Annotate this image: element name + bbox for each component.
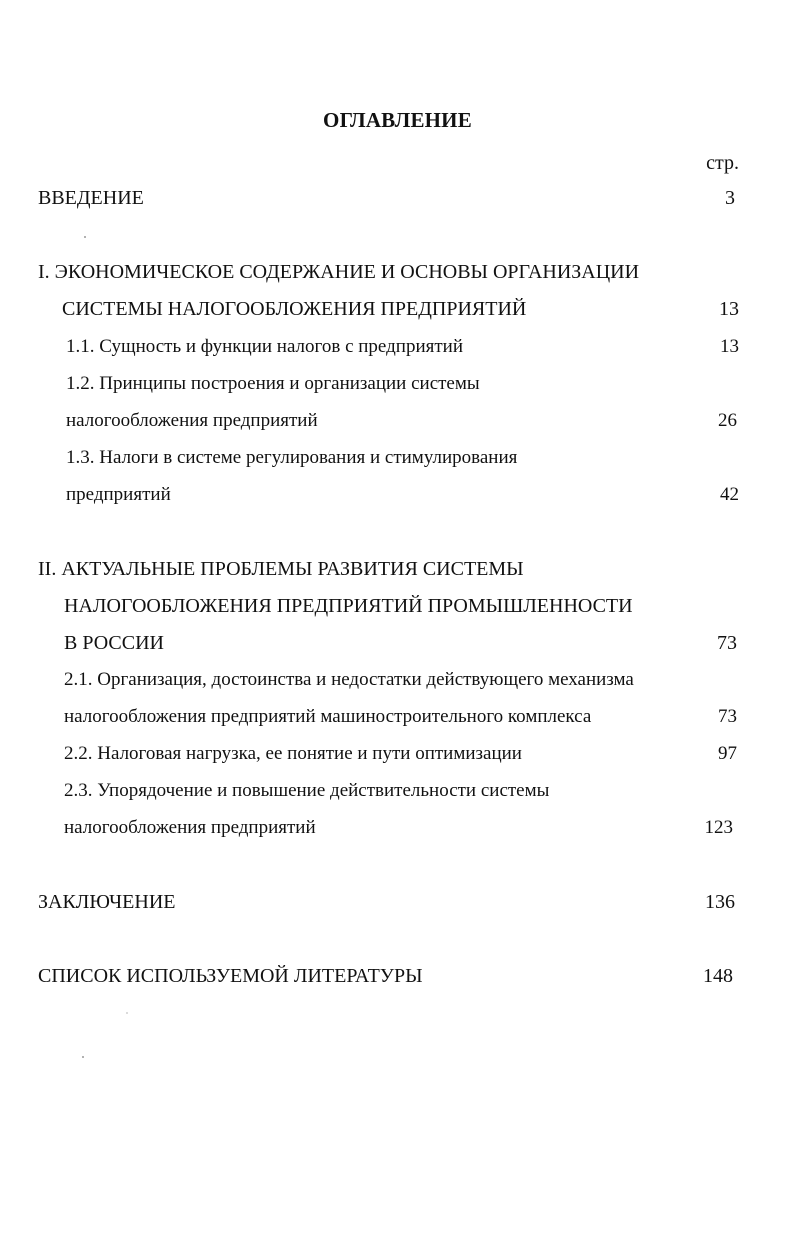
toc-chapter-2-line-2 — [0, 591, 795, 621]
toc-entry-page: 136 — [705, 891, 735, 913]
toc-entry-text: В РОССИИ — [64, 632, 164, 654]
toc-entry-text: 2.3. Упорядочение и повышение действительности системы — [64, 780, 550, 801]
toc-section-1-2-line-2 — [0, 406, 795, 436]
toc-entry-page: 123 — [704, 817, 733, 838]
toc-section-2-1-line-2 — [0, 702, 795, 732]
toc-entry-text: СПИСОК ИСПОЛЬЗУЕМОЙ ЛИТЕРАТУРЫ — [38, 965, 423, 987]
toc-entry-text: 1.1. Сущность и функции налогов с предприятий — [66, 336, 463, 357]
toc-entry-text: 2.1. Организация, достоинства и недостатки действующего механизма — [64, 669, 634, 690]
toc-entry-page: 42 — [720, 484, 739, 505]
toc-entry-text: ВВЕДЕНИЕ — [38, 187, 144, 209]
toc-section-1-2-line-1 — [0, 369, 795, 399]
page-column-header — [0, 148, 795, 178]
toc-chapter-2-line-3 — [0, 628, 795, 658]
toc-entry-intro — [0, 183, 795, 213]
scan-speck — [84, 236, 86, 238]
toc-entry-page: 73 — [717, 632, 737, 654]
toc-entry-page: 97 — [718, 743, 737, 764]
toc-section-2-2 — [0, 739, 795, 769]
toc-section-1-3-line-1 — [0, 443, 795, 473]
toc-entry-text: 1.3. Налоги в системе регулирования и стимулирования — [66, 447, 518, 468]
toc-section-2-3-line-1 — [0, 776, 795, 806]
page-title: ОГЛАВЛЕНИЕ — [323, 108, 472, 132]
toc-entry-page: 73 — [718, 706, 737, 727]
toc-entry-references — [0, 961, 795, 991]
scan-speck — [82, 1056, 84, 1058]
page-header-label: стр. — [706, 152, 739, 174]
toc-entry-text: ЗАКЛЮЧЕНИЕ — [38, 891, 176, 913]
toc-entry-page: 13 — [719, 298, 739, 320]
toc-entry-conclusion — [0, 887, 795, 917]
toc-entry-text: I. ЭКОНОМИЧЕСКОЕ СОДЕРЖАНИЕ И ОСНОВЫ ОРГАНИЗАЦИИ — [38, 261, 640, 283]
toc-entry-text: II. АКТУАЛЬНЫЕ ПРОБЛЕМЫ РАЗВИТИЯ СИСТЕМЫ — [38, 558, 524, 580]
toc-chapter-1-line-1 — [0, 257, 795, 287]
toc-entry-text: 1.2. Принципы построения и организации системы — [66, 373, 480, 394]
toc-chapter-1-line-2 — [0, 294, 795, 324]
toc-section-1-1 — [0, 332, 795, 362]
toc-chapter-2-line-1 — [0, 554, 795, 584]
toc-entry-text: налогообложения предприятий машиностроительного комплекса — [64, 706, 592, 727]
toc-section-2-1-line-1 — [0, 665, 795, 695]
toc-entry-page: 148 — [703, 965, 733, 987]
toc-entry-text: предприятий — [66, 484, 171, 505]
toc-entry-text: НАЛОГООБЛОЖЕНИЯ ПРЕДПРИЯТИЙ ПРОМЫШЛЕННОСТИ — [64, 595, 633, 617]
toc-entry-text: СИСТЕМЫ НАЛОГООБЛОЖЕНИЯ ПРЕДПРИЯТИЙ — [62, 298, 527, 320]
toc-entry-text: налогообложения предприятий — [66, 410, 318, 431]
toc-section-1-3-line-2 — [0, 480, 795, 510]
toc-entry-text: 2.2. Налоговая нагрузка, ее понятие и пути оптимизации — [64, 743, 522, 764]
toc-entry-page: 13 — [720, 336, 739, 357]
toc-section-2-3-line-2 — [0, 813, 795, 843]
toc-entry-text: налогообложения предприятий — [64, 817, 316, 838]
toc-entry-page: 26 — [718, 410, 737, 431]
scan-speck — [126, 1012, 128, 1014]
toc-entry-page: 3 — [725, 187, 735, 209]
